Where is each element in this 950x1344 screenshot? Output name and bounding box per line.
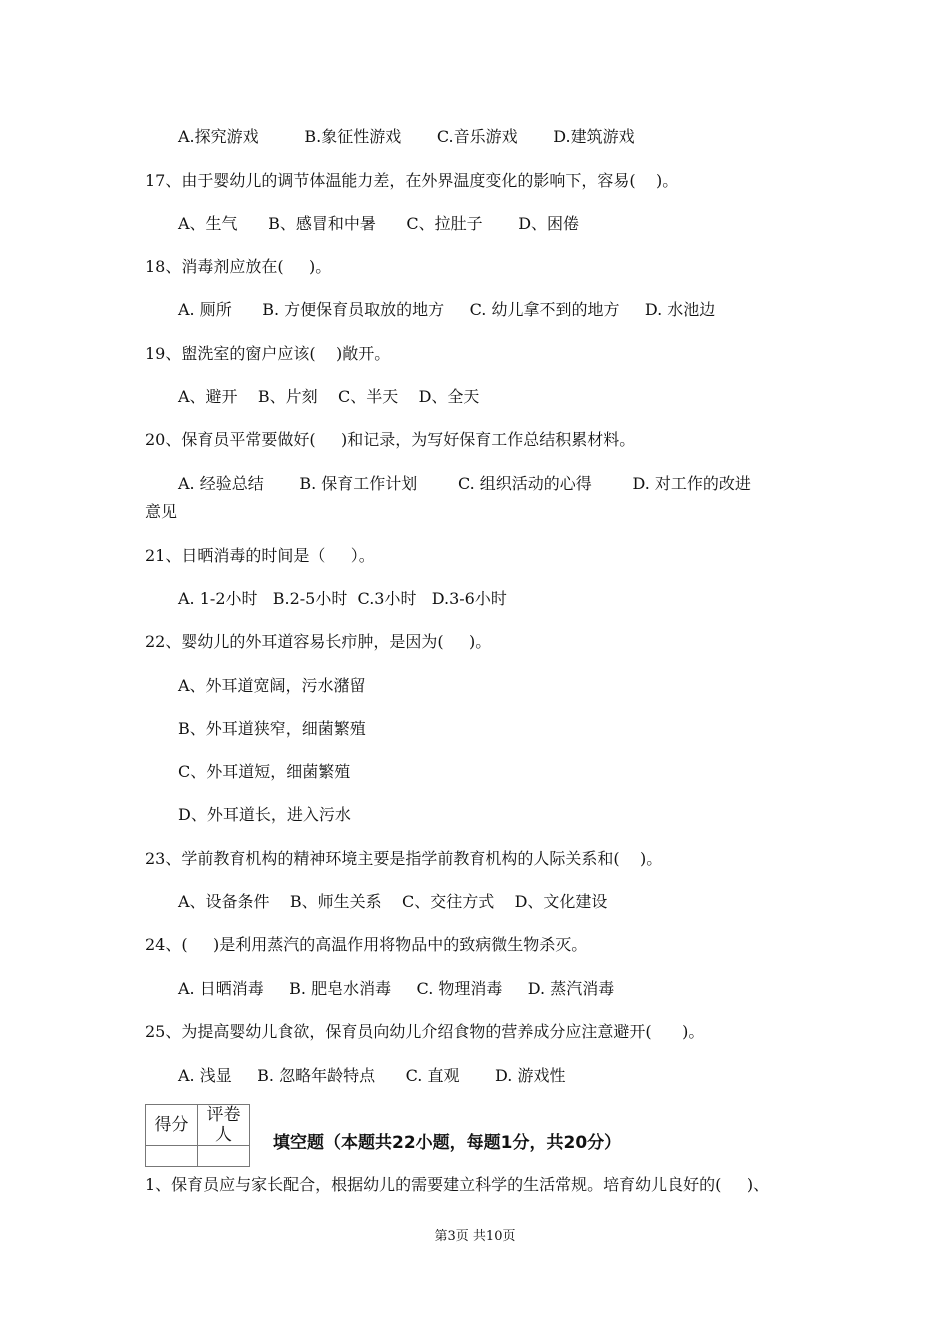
question-24: 24、( )是利用蒸汽的高温作用将物品中的致病微生物杀灭。	[145, 935, 588, 954]
q22-option-a: A、外耳道宽阔，污水潴留	[178, 676, 366, 695]
question-19: 19、盥洗室的窗户应该( )敞开。	[145, 344, 391, 363]
question-17: 17、由于婴幼儿的调节体温能力差，在外界温度变化的影响下，容易( )。	[145, 171, 679, 190]
q23-options: A、设备条件 B、师生关系 C、交往方式 D、文化建设	[178, 892, 608, 911]
score-cell	[146, 1146, 198, 1167]
grader-label: 评卷人	[198, 1105, 250, 1146]
question-22: 22、婴幼儿的外耳道容易长疖肿，是因为( )。	[145, 632, 492, 651]
q21-options: A. 1-2小时 B.2-5小时 C.3小时 D.3-6小时	[178, 589, 507, 608]
fill-question-1: 1、保育员应与家长配合，根据幼儿的需要建立科学的生活常规。培育幼儿良好的( )、	[145, 1175, 770, 1194]
q20-options: A. 经验总结 B. 保育工作计划 C. 组织活动的心得 D. 对工作的改进	[178, 474, 751, 493]
page-footer: 第3页 共10页	[434, 1229, 516, 1244]
question-25: 25、为提高婴幼儿食欲，保育员向幼儿介绍食物的营养成分应注意避开( )。	[145, 1022, 705, 1041]
q18-options: A. 厕所 B. 方便保育员取放的地方 C. 幼儿拿不到的地方 D. 水池边	[178, 300, 716, 319]
question-18: 18、消毒剂应放在( )。	[145, 257, 332, 276]
q24-options: A. 日晒消毒 B. 肥皂水消毒 C. 物理消毒 D. 蒸汽消毒	[178, 979, 615, 998]
score-table	[145, 1104, 250, 1167]
q22-option-d: D、外耳道长，进入污水	[178, 805, 351, 824]
score-label: 得分	[146, 1105, 198, 1146]
question-21: 21、日晒消毒的时间是（ ）。	[145, 546, 375, 565]
section-title: 填空题（本题共22小题，每题1分，共20分）	[273, 1133, 622, 1153]
q22-option-c: C、外耳道短，细菌繁殖	[178, 762, 351, 781]
q22-option-b: B、外耳道狭窄，细菌繁殖	[178, 719, 366, 738]
q17-options: A、生气 B、感冒和中暑 C、拉肚子 D、困倦	[178, 214, 580, 233]
question-23: 23、学前教育机构的精神环境主要是指学前教育机构的人际关系和( )。	[145, 849, 663, 868]
q16-options: A.探究游戏 B.象征性游戏 C.音乐游戏 D.建筑游戏	[178, 127, 635, 146]
q19-options: A、避开 B、片刻 C、半天 D、全天	[178, 387, 480, 406]
q20-options-continued: 意见	[145, 502, 178, 521]
question-20: 20、保育员平常要做好( )和记录，为写好保育工作总结积累材料。	[145, 430, 636, 449]
q25-options: A. 浅显 B. 忽略年龄特点 C. 直观 D. 游戏性	[178, 1066, 566, 1085]
grader-cell	[198, 1146, 250, 1167]
